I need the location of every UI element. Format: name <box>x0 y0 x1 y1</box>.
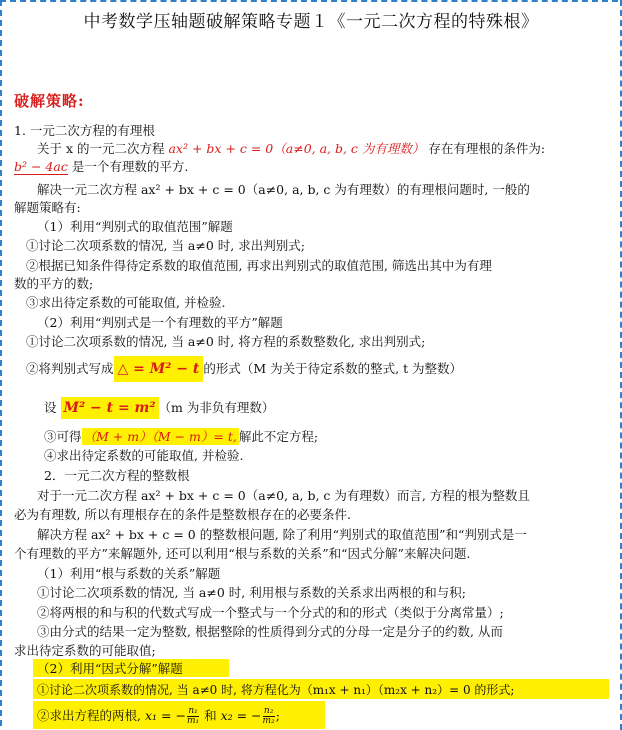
s2-method1-step3-line2: 求出待定系数的可能取值; <box>14 643 156 658</box>
page-title: 中考数学压轴题破解策略专题１《一元二次方程的特殊根》 <box>83 12 539 32</box>
s1-p1-text-c: 是一个有理数的平方. <box>71 159 189 174</box>
s1-method2-step4: ④求出待定系数的可能取值, 并检验. <box>44 448 244 463</box>
s1-method1-heading: （1）利用“判别式的取值范围”解题 <box>37 219 233 234</box>
s2-method2-step1: ①讨论二次项系数的情况, 当 a≠0 时, 将方程化为（m₁x + n₁）（m₂x + n₂）= 0 的形式; <box>37 683 515 697</box>
and-word: 和 <box>204 708 217 723</box>
indefinite-equation: （M + m）（M − m）= t, <box>83 429 237 444</box>
root-x2-fraction <box>263 707 275 726</box>
s2-method2-step2-text: ②求出方程的两根, <box>37 708 141 723</box>
s1-method1-step2-line1: ②根据已知条件得待定系数的取值范围, 再求出判别式的取值范围, 筛选出其中为有理 <box>26 258 492 273</box>
s2-method2-step2 <box>37 707 280 726</box>
section2-heading: 2．一元二次方程的整数根 <box>44 468 190 483</box>
s1-p1-condition: b² − 4ac <box>14 159 68 174</box>
s1-method2-step3-text-b: 解此不定方程; <box>238 429 319 444</box>
s1-method2-set-text-a: 设 <box>44 400 57 415</box>
s2-method2-heading: （2）利用“因式分解”解题 <box>37 661 183 676</box>
root-x2-denominator: m₂ <box>262 716 275 726</box>
s2-method1-step3-line1: ③由分式的结果一定为整数, 根据整除的性质得到分式的分母一定是分子的约数, 从而 <box>37 624 503 639</box>
trailing-semicolon: ; <box>275 708 280 723</box>
s2-method1-step1: ①讨论二次项系数的情况, 当 a≠0 时, 利用根与系数的关系求出两根的和与积; <box>37 585 466 600</box>
root-x2-label: x₂ = − <box>220 708 262 723</box>
s1-method2-set-text-b: （m 为非负有理数） <box>158 400 275 415</box>
s1-method2-step3-text-a: ③可得 <box>44 429 82 444</box>
s2-p2-line1: 解决方程 ax² + bx + c = 0 的整数根问题, 除了利用“判别式的取值范围”和“判别式是一 <box>37 527 527 542</box>
substitution-formula: M² − t = m² <box>61 397 159 419</box>
discriminant-form-formula: △ = M² − t <box>114 356 204 382</box>
s1-method1-step3: ③求出待定系数的可能取值, 并检验. <box>26 295 226 310</box>
s2-method1-step2: ②将两根的和与积的代数式写成一个整式与一个分式的和的形式（类似于分离常量）; <box>37 605 504 620</box>
root-x2-numerator: n₂ <box>263 706 274 716</box>
s1-method1-step2-line2: 数的平方的数; <box>14 276 94 291</box>
root-x1-label: x₁ = − <box>144 708 186 723</box>
s1-method2-step3 <box>44 429 318 445</box>
s1-method2-step2 <box>26 361 462 377</box>
s2-p1-line2: 必为有理数, 所以有理根存在的条件是整数根存在的必要条件. <box>14 507 351 522</box>
s1-method2-heading: （2）利用“判别式是一个有理数的平方”解题 <box>37 315 283 330</box>
root-x1-numerator: n₁ <box>188 706 198 716</box>
s1-p1-text-b: 存在有理根的条件为: <box>428 141 546 156</box>
strategy-heading: 破解策略: <box>14 92 85 110</box>
root-x1-fraction <box>187 707 199 726</box>
s2-method1-heading: （1）利用“根与系数的关系”解题 <box>37 566 221 581</box>
s1-p1-equation: ax² + bx + c = 0（a≠0, a, b, c 为有理数） <box>168 141 425 156</box>
s1-p1-line2 <box>14 159 188 175</box>
s1-method1-step1: ①讨论二次项系数的情况, 当 a≠0 时, 求出判别式; <box>26 238 305 253</box>
s1-method2-step2-text-a: ②将判别式写成 <box>26 361 114 376</box>
s2-p2-line2: 个有理数的平方”来解题外, 还可以利用“根与系数的关系”和“因式分解”来解决问题. <box>14 546 471 561</box>
s1-method2-set <box>44 400 274 416</box>
section1-heading: 1. 一元二次方程的有理根 <box>14 123 155 138</box>
s1-method2-step2-text-b: 的形式（M 为关于待定系数的整式, t 为整数） <box>203 361 463 376</box>
s1-p1-text-a: 关于 x 的一元二次方程 <box>37 141 165 156</box>
s2-p1-line1: 对于一元二次方程 ax² + bx + c = 0（a≠0, a, b, c 为有理数）而言, 方程的根为整数且 <box>37 488 530 503</box>
s1-p2-line2: 解题策略有: <box>14 200 81 215</box>
root-x1-denominator: m₁ <box>186 716 200 726</box>
s1-method2-step1: ①讨论二次项系数的情况, 当 a≠0 时, 将方程的系数整数化, 求出判别式; <box>26 334 426 349</box>
s1-p2-line1: 解决一元二次方程 ax² + bx + c = 0（a≠0, a, b, c 为有理数）的有理根问题时, 一般的 <box>37 182 530 197</box>
s1-p1-line1 <box>37 141 545 157</box>
